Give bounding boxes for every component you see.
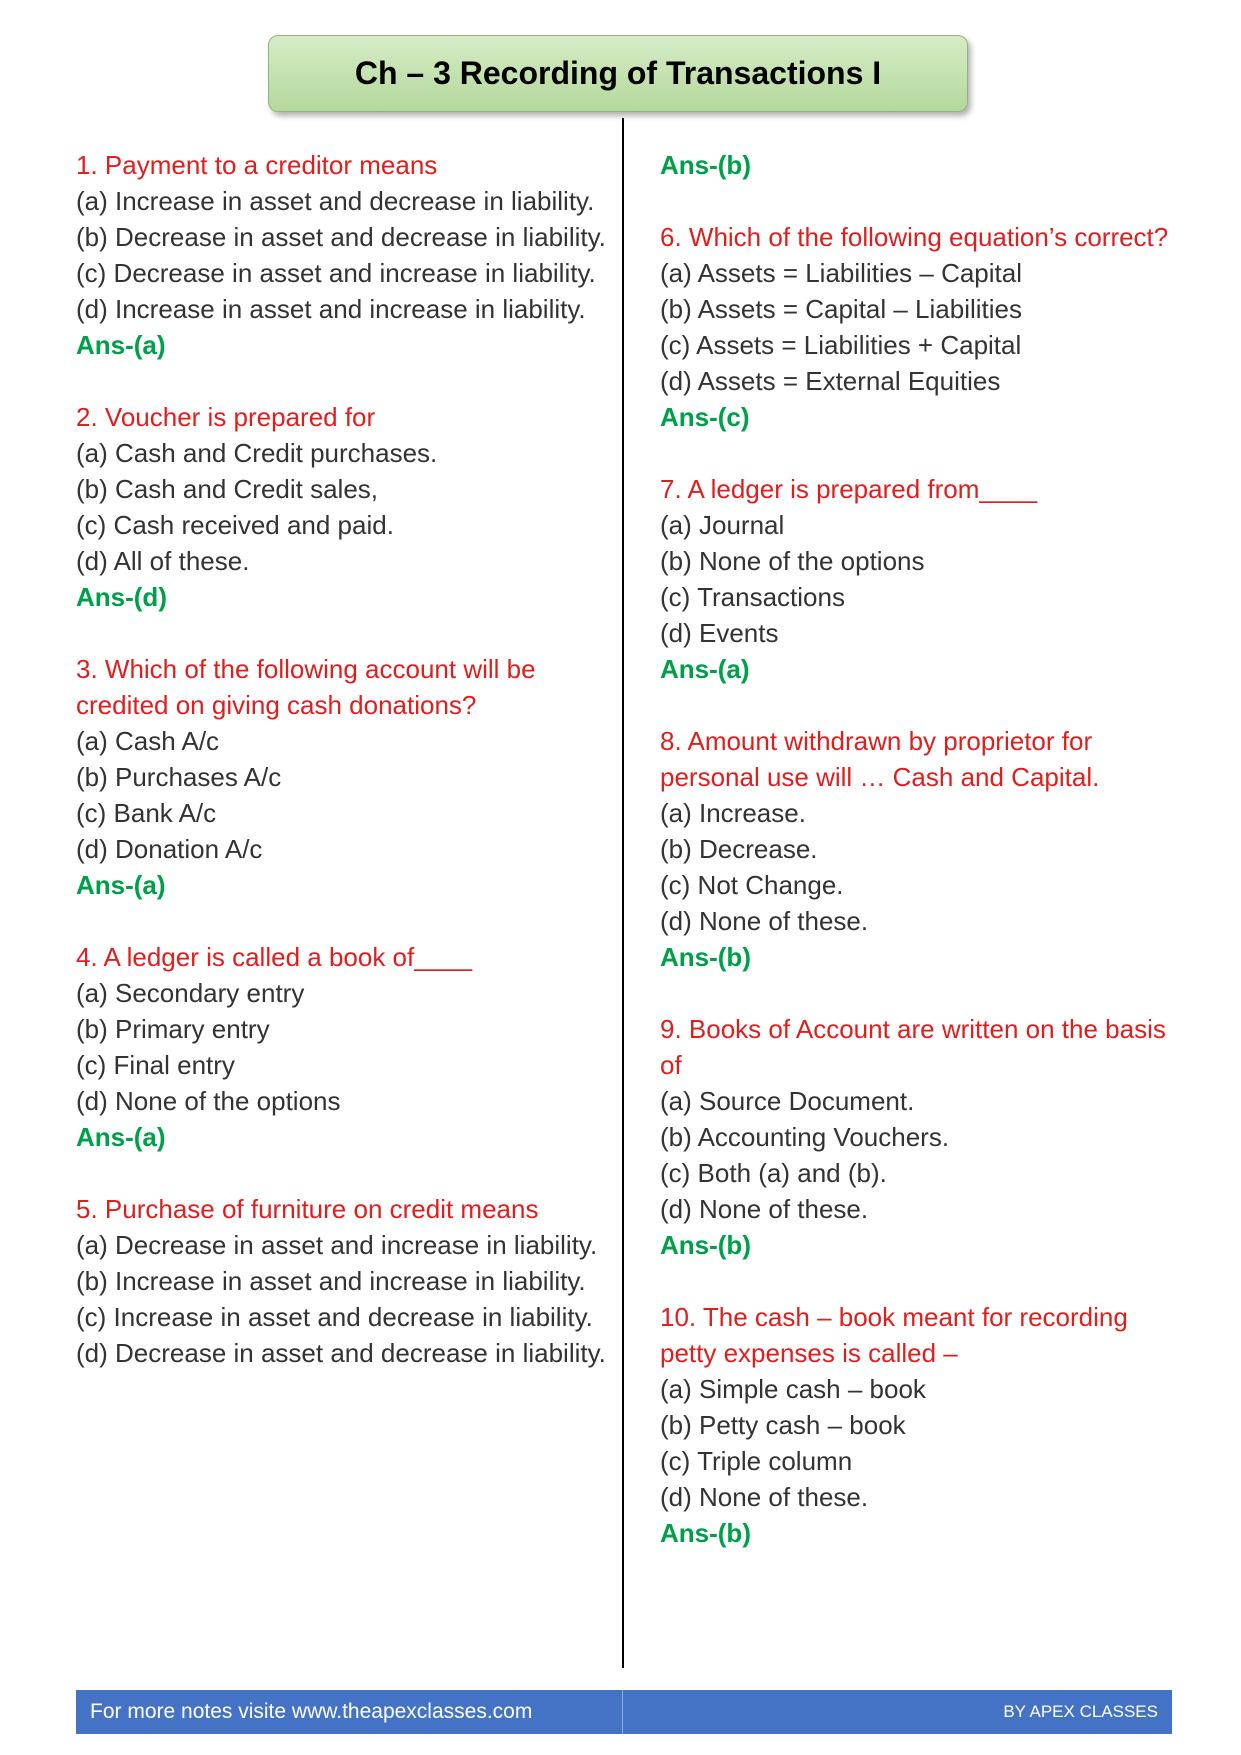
option-b: (b) Primary entry bbox=[76, 1014, 270, 1044]
option-d: (d) Donation A/c bbox=[76, 834, 263, 864]
question-text: 2. Voucher is prepared for bbox=[76, 402, 376, 432]
option-a: (a) Cash A/c bbox=[76, 726, 220, 756]
question-text: 6. Which of the following equation’s correct? bbox=[660, 222, 1169, 252]
option-d: (d) None of these. bbox=[660, 1194, 869, 1224]
option-b: (b) Increase in asset and increase in liability. bbox=[76, 1266, 586, 1296]
option-d: (d) Increase in asset and increase in liability. bbox=[76, 294, 586, 324]
option-c: (c) Decrease in asset and increase in liability. bbox=[76, 258, 596, 288]
footer-brand: BY APEX CLASSES bbox=[1003, 1702, 1158, 1721]
option-c: (c) Increase in asset and decrease in liability. bbox=[76, 1302, 593, 1332]
option-b: (b) Petty cash – book bbox=[660, 1410, 906, 1440]
footer-bar bbox=[76, 1690, 1172, 1734]
option-a: (a) Source Document. bbox=[660, 1086, 915, 1116]
option-d: (d) Assets = External Equities bbox=[660, 366, 1001, 396]
answer: Ans-(a) bbox=[660, 654, 750, 684]
answer: Ans-(b) bbox=[660, 1518, 751, 1548]
question-text: 10. The cash – book meant for recording petty expenses is called – bbox=[660, 1302, 1128, 1368]
option-d: (d) Decrease in asset and decrease in liability. bbox=[76, 1338, 606, 1368]
option-c: (c) Transactions bbox=[660, 582, 845, 612]
option-d: (d) None of these. bbox=[660, 906, 869, 936]
option-c: (c) Cash received and paid. bbox=[76, 510, 394, 540]
title-banner bbox=[268, 35, 968, 112]
question-5 bbox=[76, 1191, 606, 1371]
right-column bbox=[660, 147, 1190, 1587]
option-a: (a) Cash and Credit purchases. bbox=[76, 438, 438, 468]
option-a: (a) Increase in asset and decrease in liability. bbox=[76, 186, 595, 216]
answer: Ans-(b) bbox=[660, 942, 751, 972]
question-9 bbox=[660, 1011, 1190, 1263]
option-a: (a) Assets = Liabilities – Capital bbox=[660, 258, 1023, 288]
question-7 bbox=[660, 471, 1190, 687]
option-b: (b) None of the options bbox=[660, 546, 925, 576]
question-text: 4. A ledger is called a book of____ bbox=[76, 942, 473, 972]
option-b: (b) Assets = Capital – Liabilities bbox=[660, 294, 1023, 324]
option-b: (b) Decrease. bbox=[660, 834, 818, 864]
question-text: 1. Payment to a creditor means bbox=[76, 150, 438, 180]
answer: Ans-(d) bbox=[76, 582, 167, 612]
option-b: (b) Cash and Credit sales, bbox=[76, 474, 379, 504]
left-column bbox=[76, 147, 606, 1407]
option-b: (b) Purchases A/c bbox=[76, 762, 282, 792]
option-c: (c) Assets = Liabilities + Capital bbox=[660, 330, 1022, 360]
column-divider bbox=[622, 118, 624, 1668]
option-d: (d) None of the options bbox=[76, 1086, 341, 1116]
footer-divider bbox=[622, 1690, 623, 1734]
question-8 bbox=[660, 723, 1190, 975]
option-c: (c) Triple column bbox=[660, 1446, 853, 1476]
question-text: 7. A ledger is prepared from____ bbox=[660, 474, 1038, 504]
answer: Ans-(a) bbox=[76, 1122, 166, 1152]
answer: Ans-(a) bbox=[76, 870, 166, 900]
option-a: (a) Simple cash – book bbox=[660, 1374, 926, 1404]
question-text: 3. Which of the following account will be credited on giving cash donations? bbox=[76, 654, 536, 720]
option-c: (c) Bank A/c bbox=[76, 798, 217, 828]
footer-website-link[interactable]: For more notes visite www.theapexclasses.com bbox=[90, 1700, 533, 1723]
question-6 bbox=[660, 219, 1190, 435]
question-1 bbox=[76, 147, 606, 363]
option-c: (c) Both (a) and (b). bbox=[660, 1158, 887, 1188]
option-c: (c) Not Change. bbox=[660, 870, 844, 900]
answer: Ans-(b) bbox=[660, 150, 751, 180]
question-4 bbox=[76, 939, 606, 1155]
option-a: (a) Journal bbox=[660, 510, 785, 540]
question-text: 8. Amount withdrawn by proprietor for personal use will … Cash and Capital. bbox=[660, 726, 1100, 792]
option-a: (a) Secondary entry bbox=[76, 978, 305, 1008]
option-b: (b) Decrease in asset and decrease in liability. bbox=[76, 222, 606, 252]
page-title: Ch – 3 Recording of Transactions I bbox=[354, 55, 882, 91]
answer: Ans-(c) bbox=[660, 402, 750, 432]
option-b: (b) Accounting Vouchers. bbox=[660, 1122, 950, 1152]
option-d: (d) None of these. bbox=[660, 1482, 869, 1512]
option-a: (a) Increase. bbox=[660, 798, 806, 828]
question-2 bbox=[76, 399, 606, 615]
option-a: (a) Decrease in asset and increase in liability. bbox=[76, 1230, 598, 1260]
question-3 bbox=[76, 651, 606, 903]
question-10 bbox=[660, 1299, 1190, 1551]
question-5-answer bbox=[660, 147, 1190, 183]
option-d: (d) All of these. bbox=[76, 546, 250, 576]
answer: Ans-(a) bbox=[76, 330, 166, 360]
answer: Ans-(b) bbox=[660, 1230, 751, 1260]
question-text: 9. Books of Account are written on the basis of bbox=[660, 1014, 1166, 1080]
option-c: (c) Final entry bbox=[76, 1050, 235, 1080]
question-text: 5. Purchase of furniture on credit means bbox=[76, 1194, 539, 1224]
option-d: (d) Events bbox=[660, 618, 779, 648]
